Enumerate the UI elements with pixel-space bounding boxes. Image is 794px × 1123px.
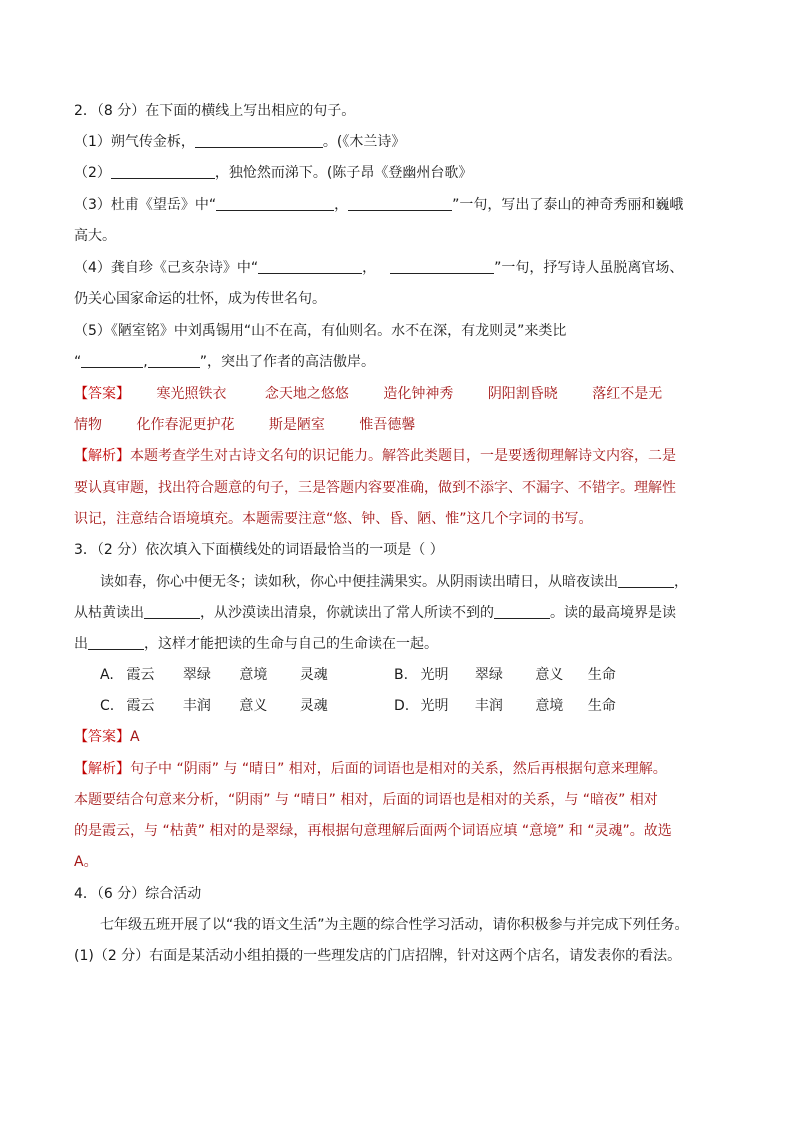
q3-answer-line <box>74 727 140 747</box>
q2-sentence-4 <box>74 258 683 278</box>
q3-p3-text: 出 <box>74 636 88 652</box>
q2-s3-blank-1[interactable] <box>216 196 334 211</box>
q2-sentence-2 <box>74 163 472 183</box>
q3-option-b-word-4: 生命 <box>587 667 616 683</box>
q3-option-b-word-2: 翠绿 <box>474 667 503 683</box>
q3-p2-end: 。读的最高境界是读 <box>550 605 676 621</box>
q3-option-c-word-4: 灵魂 <box>299 698 328 714</box>
q2-s1-blank[interactable] <box>195 133 323 148</box>
q3-option-a-word-1: 霞云 <box>126 667 155 683</box>
q3-option-b[interactable] <box>394 665 616 685</box>
q2-answer-4: 阴阳割昏晓 <box>487 386 558 402</box>
q3-analysis-text-1: 句子中 “阴雨” 与 “晴日” 相对，后面的词语也是相对的关系，然后再根据句意来理解。 <box>130 761 667 777</box>
q3-blank-2[interactable] <box>144 604 200 619</box>
q3-analysis-line-4: A。 <box>74 854 98 870</box>
q2-s4-blank-1[interactable] <box>258 259 362 274</box>
q2-s5-open-quote: “ <box>74 354 82 370</box>
q3-analysis-line-2: 本题要结合句意来分析，“阴雨” 与 “晴日” 相对，后面的词语也是相对的关系，与 “暗夜” 相对 <box>74 792 658 808</box>
q4-intro: 七年级五班开展了以“我的语文生活”为主题的综合性学习活动，请你积极参与并完成下列任务。 <box>100 917 689 933</box>
q2-s3-cont: 高大。 <box>74 228 116 244</box>
q3-analysis-line-1 <box>74 759 667 779</box>
q2-analysis-tag: 【解析】 <box>74 448 130 464</box>
q3-answer-value: A <box>130 729 140 745</box>
q2-answer-6: 情物 <box>74 417 102 433</box>
q3-blank-1[interactable] <box>618 573 674 588</box>
q3-answer-tag: 【答案】 <box>74 729 130 745</box>
q3-analysis-tag: 【解析】 <box>74 761 130 777</box>
q2-analysis-line-3: 识记，注意结合语境填充。本题需要注意“悠、钟、昏、陋、惟”这几个字词的书写。 <box>74 511 593 527</box>
q2-answer-8: 斯是陋室 <box>268 417 325 433</box>
q3-option-b-letter: B. <box>394 667 409 683</box>
q3-option-b-word-3: 意义 <box>535 667 564 683</box>
q2-s4-rest: ”一句，抒写诗人虽脱离官场、 <box>494 260 684 276</box>
q2-s3-blank-2[interactable] <box>348 196 452 211</box>
q2-sentence-1 <box>74 132 405 152</box>
q3-option-d-word-2: 丰润 <box>474 698 503 714</box>
q2-s4-comma: ， <box>362 260 377 276</box>
q2-s5-cont <box>74 352 375 372</box>
q3-option-d-letter: D. <box>394 698 410 714</box>
q2-answer-tag: 【答案】 <box>74 386 130 402</box>
q2-answer-line-2 <box>74 415 415 435</box>
q3-blank-3[interactable] <box>494 604 550 619</box>
q2-header: 2．（8 分）在下面的横线上写出相应的句子。 <box>74 103 356 119</box>
q3-option-d-word-1: 光明 <box>420 698 449 714</box>
q2-s3-text: （3）杜甫《望岳》中“ <box>74 197 217 213</box>
q3-option-c-letter: C. <box>100 698 115 714</box>
q2-s4-text: （4）龚自珍《己亥杂诗》中“ <box>74 260 259 276</box>
q3-option-c[interactable] <box>100 696 328 716</box>
q3-option-a-word-2: 翠绿 <box>182 667 211 683</box>
q3-option-b-word-1: 光明 <box>420 667 449 683</box>
q2-s3-comma: ， <box>334 197 349 213</box>
q3-analysis-line-3: 的是霞云，与 “枯黄” 相对的是翠绿，再根据句意理解后面两个词语应填 “意境” 和 “灵魂”。故选 <box>74 823 672 839</box>
q2-s2-num: （2） <box>74 165 111 181</box>
q3-option-a-word-3: 意境 <box>239 667 268 683</box>
q4-sub-question-1: (1)（2 分）右面是某活动小组拍摄的一些理发店的门店招牌，针对这两个店名，请发表你的看法。 <box>74 948 682 964</box>
q2-s1-text: （1）朔气传金柝， <box>74 134 195 150</box>
q3-blank-4[interactable] <box>88 635 144 650</box>
q2-s5-comma: , <box>143 354 148 370</box>
q2-s2-source: ，独怆然而涕下。(陈子昂《登幽州台歌》 <box>214 165 473 181</box>
q2-answer-7: 化作春泥更护花 <box>136 417 235 433</box>
q3-p2-text: 从枯黄读出 <box>74 605 144 621</box>
q3-p3-rest: ，这样才能把读的生命与自己的生命读在一起。 <box>144 636 438 652</box>
q3-option-d-word-3: 意境 <box>535 698 564 714</box>
q2-s1-source: 。(《木兰诗》 <box>322 134 406 150</box>
q2-answer-9: 惟吾德馨 <box>359 417 416 433</box>
q2-analysis-line-2: 要认真审题，找出符合题意的句子，三是答题内容要准确，做到不添字、不漏字、不错字。理解性 <box>74 480 676 496</box>
q2-analysis-text-1: 本题考查学生对古诗文名句的识记能力。解答此类题目，一是要透彻理解诗文内容，二是 <box>130 448 676 464</box>
q2-s2-blank[interactable] <box>111 164 215 179</box>
q3-option-c-word-1: 霞云 <box>126 698 155 714</box>
q3-option-d-word-4: 生命 <box>587 698 616 714</box>
q3-option-a-word-4: 灵魂 <box>299 667 328 683</box>
q2-answer-1: 寒光照铁衣 <box>156 386 227 402</box>
q3-passage-line-1 <box>100 572 688 592</box>
q2-answer-2: 念天地之悠悠 <box>264 386 349 402</box>
q2-answer-3: 造化钟神秀 <box>383 386 454 402</box>
q3-option-c-word-2: 丰润 <box>182 698 211 714</box>
q4-header: 4．（6 分）综合活动 <box>74 886 202 902</box>
q3-option-a-letter: A. <box>100 667 114 683</box>
q2-answer-5: 落红不是无 <box>592 386 663 402</box>
q2-s5-blank-2[interactable] <box>148 353 200 368</box>
q2-sentence-5: （5）《陋室铭》中刘禹锡用“山不在高，有仙则名。水不在深，有龙则灵”来类比 <box>74 323 567 339</box>
q2-sentence-3 <box>74 195 683 215</box>
q3-p1-comma: ， <box>674 574 688 590</box>
q3-option-a[interactable] <box>100 665 328 685</box>
q2-s3-rest: ”一句，写出了泰山的神奇秀丽和巍峨 <box>452 197 684 213</box>
q3-passage-line-3 <box>74 634 438 654</box>
q2-s5-rest: ”，突出了作者的高洁傲岸。 <box>199 354 375 370</box>
q2-s4-blank-2[interactable] <box>390 259 494 274</box>
q3-option-c-word-3: 意义 <box>239 698 268 714</box>
q2-answer-line-1 <box>74 384 662 404</box>
q3-header: 3．（2 分）依次填入下面横线处的词语最恰当的一项是（ ） <box>74 542 444 558</box>
q3-option-d[interactable] <box>394 696 616 716</box>
q3-p1-text: 读如春，你心中便无冬；读如秋，你心中便挂满果实。从阴雨读出晴日，从暗夜读出 <box>100 574 618 590</box>
q2-s5-blank-1[interactable] <box>81 353 143 368</box>
q2-analysis-line-1 <box>74 446 676 466</box>
q3-p2-mid: ，从沙漠读出清泉，你就读出了常人所读不到的 <box>200 605 494 621</box>
q2-s4-cont: 仍关心国家命运的壮怀，成为传世名句。 <box>74 291 326 307</box>
q3-passage-line-2 <box>74 603 676 623</box>
